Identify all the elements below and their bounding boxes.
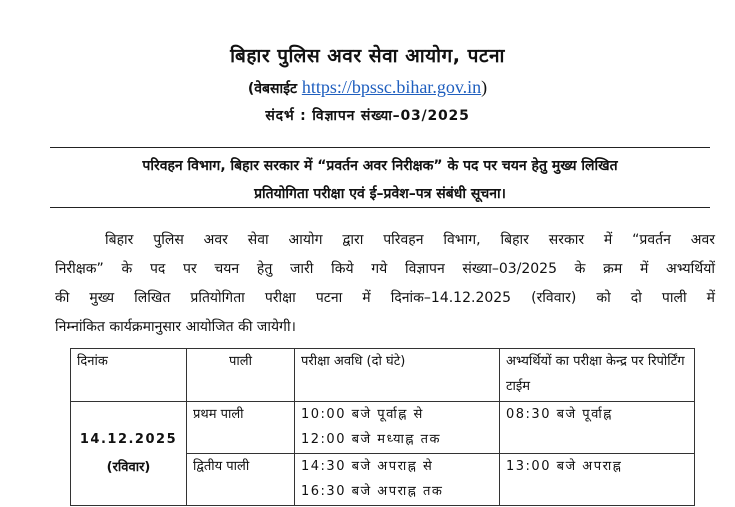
website-line [0,77,735,98]
duration-to: 16:30 बजे अपराह्न तक [301,484,444,499]
shift-name: द्वितीय पाली [187,454,295,506]
bottom-divider [50,207,710,208]
reporting-time: 08:30 बजे पूर्वाह्न [500,402,695,454]
paragraph-line: निरीक्षक” के पद पर चयन हेतु जारी किये गये विज्ञापन संख्या–03/2025 के क्रम में अभ्यर्थियों [55,261,715,277]
reporting-time: 13:00 बजे अपराह्न [500,454,695,506]
paragraph-line: बिहार पुलिस अवर सेवा आयोग द्वारा परिवहन विभाग, बिहार सरकार में “प्रवर्तन अवर [105,232,715,248]
subject-heading [50,152,710,208]
exam-date-cell [71,402,187,506]
header-shift: पाली [187,349,295,402]
table-row [71,402,695,454]
exam-schedule-table [70,348,695,506]
website-close-paren: ) [481,77,488,97]
notice-paragraph [55,226,715,342]
exam-day: (रविवार) [106,459,151,475]
header-duration: परीक्षा अवधि (दो घंटे) [295,349,500,402]
top-divider [50,147,710,148]
header-date: दिनांक [71,349,187,402]
duration-from: 14:30 बजे अपराह्न से [301,459,434,474]
duration-to: 12:00 बजे मध्याह्न तक [301,432,441,447]
duration-from: 10:00 बजे पूर्वाह्न से [301,407,424,422]
table-header-row [71,349,695,402]
website-link[interactable]: https://bpssc.bihar.gov.in [301,77,482,97]
shift-duration [295,402,500,454]
website-label: (वेबसाईट [247,81,298,97]
page-title: बिहार पुलिस अवर सेवा आयोग, पटना [230,45,505,67]
subject-line-2: प्रतियोगिता परीक्षा एवं ई–प्रवेश–पत्र संबंधी सूचना। [254,186,506,202]
paragraph-line: निम्नांकित कार्यक्रमानुसार आयोजित की जायेगी। [55,319,296,335]
header-reporting-time: अभ्यर्थियों का परीक्षा केन्द्र पर रिपोर्टिंग टाईम [500,349,695,402]
reference-number: संदर्भ : विज्ञापन संख्या–03/2025 [265,108,470,124]
shift-name: प्रथम पाली [187,402,295,454]
exam-date: 14.12.2025 [79,431,178,447]
paragraph-line: की मुख्य लिखित प्रतियोगिता परीक्षा पटना में दिनांक–14.12.2025 (रविवार) को दो पाली में [55,290,715,306]
subject-line-1: परिवहन विभाग, बिहार सरकार में “प्रवर्तन अवर निरीक्षक” के पद पर चयन हेतु मुख्य लिखित [142,158,618,174]
shift-duration [295,454,500,506]
